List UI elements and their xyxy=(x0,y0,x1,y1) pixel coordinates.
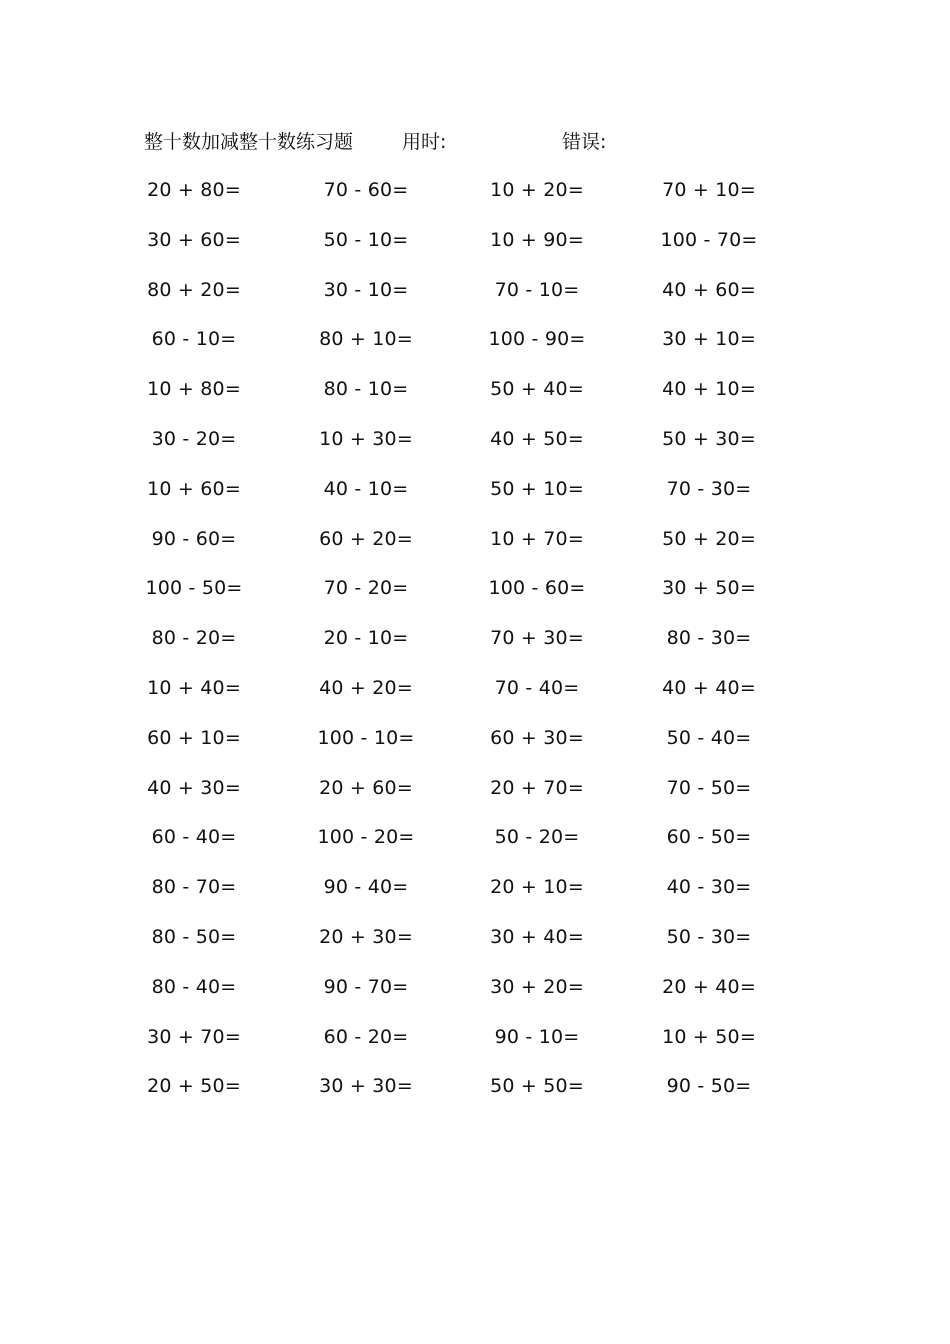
problem-item: 90 - 40= xyxy=(323,876,409,899)
problem-item: 40 - 10= xyxy=(323,477,409,500)
problem-item: 20 + 30= xyxy=(319,925,413,948)
problem-item: 30 + 10= xyxy=(662,328,756,351)
problem-item: 80 - 30= xyxy=(666,627,752,650)
problem-item: 30 - 20= xyxy=(151,427,237,450)
problem-item: 90 - 10= xyxy=(494,1025,580,1048)
problem-item: 80 - 40= xyxy=(151,975,237,998)
problem-item: 80 - 10= xyxy=(323,378,409,401)
problem-item: 60 + 10= xyxy=(147,726,241,749)
problem-item: 70 - 30= xyxy=(666,477,752,500)
problem-item: 70 - 10= xyxy=(494,278,580,301)
problem-item: 20 - 10= xyxy=(323,627,409,650)
problem-item: 80 + 20= xyxy=(147,278,241,301)
problem-item: 70 - 50= xyxy=(666,776,752,799)
problem-item: 60 + 30= xyxy=(490,726,584,749)
problem-item: 50 - 30= xyxy=(666,925,752,948)
problem-row xyxy=(0,275,950,325)
problem-item: 50 + 40= xyxy=(490,378,584,401)
problem-item: 30 - 10= xyxy=(323,278,409,301)
problem-item: 100 - 90= xyxy=(488,328,586,351)
problem-row xyxy=(0,573,950,623)
problem-item: 80 - 50= xyxy=(151,925,237,948)
problem-item: 90 - 50= xyxy=(666,1075,752,1098)
problem-item: 20 + 80= xyxy=(147,179,241,201)
problem-row xyxy=(0,424,950,474)
problem-item: 50 - 10= xyxy=(323,228,409,251)
problem-item: 20 + 50= xyxy=(147,1075,241,1098)
time-label: 用时: xyxy=(402,131,447,153)
problem-item: 20 + 70= xyxy=(490,776,584,799)
problem-row xyxy=(0,324,950,374)
problem-item: 50 - 20= xyxy=(494,826,580,849)
problem-item: 10 + 80= xyxy=(147,378,241,401)
problem-item: 80 + 10= xyxy=(319,328,413,351)
problem-item: 40 + 10= xyxy=(662,378,756,401)
problem-item: 100 - 50= xyxy=(145,577,243,600)
problem-item: 10 + 90= xyxy=(490,228,584,251)
problem-item: 50 + 30= xyxy=(662,427,756,450)
problem-row xyxy=(0,1071,950,1121)
problem-item: 100 - 10= xyxy=(317,726,415,749)
problem-item: 90 - 70= xyxy=(323,975,409,998)
worksheet-header xyxy=(0,128,950,156)
problem-item: 60 - 50= xyxy=(666,826,752,849)
problem-item: 100 - 20= xyxy=(317,826,415,849)
problem-row xyxy=(0,1022,950,1072)
error-label: 错误: xyxy=(562,131,607,153)
problem-item: 30 + 20= xyxy=(490,975,584,998)
problem-item: 60 - 10= xyxy=(151,328,237,351)
problem-item: 40 - 30= xyxy=(666,876,752,899)
problem-item: 100 - 60= xyxy=(488,577,586,600)
problem-item: 40 + 60= xyxy=(662,278,756,301)
problem-row xyxy=(0,723,950,773)
problem-item: 40 + 50= xyxy=(490,427,584,450)
problem-item: 70 + 10= xyxy=(662,179,756,201)
problem-item: 10 + 40= xyxy=(147,676,241,699)
problem-item: 40 + 30= xyxy=(147,776,241,799)
problem-item: 60 + 20= xyxy=(319,527,413,550)
problem-item: 30 + 60= xyxy=(147,228,241,251)
problem-item: 100 - 70= xyxy=(660,228,758,251)
problem-item: 20 + 10= xyxy=(490,876,584,899)
problem-item: 80 - 70= xyxy=(151,876,237,899)
problem-grid xyxy=(0,175,950,1121)
problem-row xyxy=(0,922,950,972)
problem-item: 30 + 30= xyxy=(319,1075,413,1098)
problem-row xyxy=(0,374,950,424)
problem-row xyxy=(0,972,950,1022)
problem-row xyxy=(0,773,950,823)
problem-item: 40 + 20= xyxy=(319,676,413,699)
problem-item: 50 - 40= xyxy=(666,726,752,749)
problem-row xyxy=(0,474,950,524)
problem-item: 10 + 70= xyxy=(490,527,584,550)
problem-item: 40 + 40= xyxy=(662,676,756,699)
problem-item: 10 + 50= xyxy=(662,1025,756,1048)
worksheet-title: 整十数加减整十数练习题 xyxy=(144,131,354,153)
problem-item: 70 - 60= xyxy=(323,179,409,201)
problem-row xyxy=(0,872,950,922)
problem-item: 50 + 50= xyxy=(490,1075,584,1098)
problem-item: 20 + 40= xyxy=(662,975,756,998)
problem-item: 10 + 60= xyxy=(147,477,241,500)
problem-row xyxy=(0,822,950,872)
problem-item: 50 + 10= xyxy=(490,477,584,500)
problem-item: 60 - 40= xyxy=(151,826,237,849)
problem-item: 10 + 20= xyxy=(490,179,584,201)
problem-item: 30 + 50= xyxy=(662,577,756,600)
problem-row xyxy=(0,524,950,574)
problem-item: 20 + 60= xyxy=(319,776,413,799)
problem-row xyxy=(0,175,950,225)
problem-item: 70 - 20= xyxy=(323,577,409,600)
problem-item: 10 + 30= xyxy=(319,427,413,450)
problem-item: 70 + 30= xyxy=(490,627,584,650)
problem-item: 50 + 20= xyxy=(662,527,756,550)
problem-item: 70 - 40= xyxy=(494,676,580,699)
problem-item: 30 + 40= xyxy=(490,925,584,948)
problem-item: 30 + 70= xyxy=(147,1025,241,1048)
problem-item: 80 - 20= xyxy=(151,627,237,650)
problem-item: 90 - 60= xyxy=(151,527,237,550)
problem-item: 60 - 20= xyxy=(323,1025,409,1048)
problem-row xyxy=(0,623,950,673)
problem-row xyxy=(0,225,950,275)
problem-row xyxy=(0,673,950,723)
